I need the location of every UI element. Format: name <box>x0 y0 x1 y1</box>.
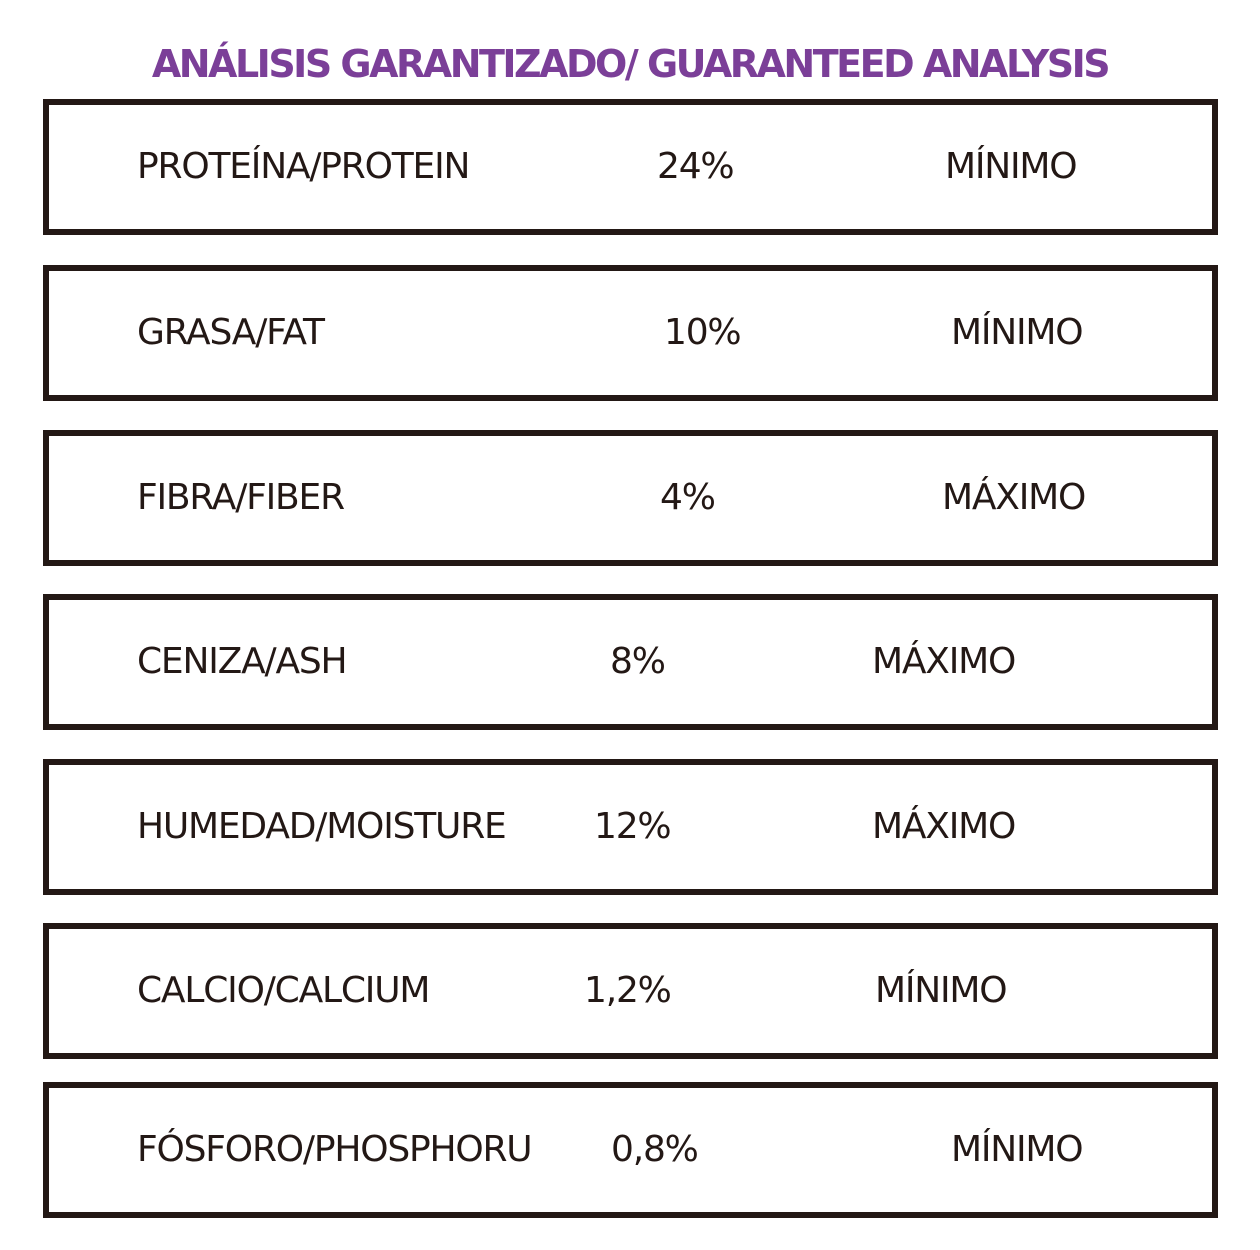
nutrient-limit: MÍNIMO <box>945 146 1077 187</box>
nutrient-name: PROTEÍNA/PROTEIN <box>137 146 470 187</box>
nutrient-limit: MÁXIMO <box>872 806 1016 847</box>
nutrient-limit: MÍNIMO <box>875 970 1007 1011</box>
nutrient-name: CENIZA/ASH <box>137 641 347 682</box>
analysis-row-fiber <box>43 430 1218 566</box>
analysis-row-phosphorus <box>43 1082 1218 1218</box>
nutrient-value: 0,8% <box>611 1129 698 1170</box>
analysis-row-calcium <box>43 923 1218 1059</box>
nutrient-value: 4% <box>660 477 715 518</box>
nutrient-name: FIBRA/FIBER <box>137 477 344 518</box>
analysis-row-moisture <box>43 759 1218 895</box>
page-title: ANÁLISIS GARANTIZADO/ GUARANTEED ANALYSIS <box>151 42 1109 86</box>
nutrient-name: GRASA/FAT <box>137 312 324 353</box>
nutrient-name: FÓSFORO/PHOSPHORU <box>137 1129 532 1170</box>
nutrient-value: 12% <box>594 806 671 847</box>
nutrient-value: 8% <box>610 641 665 682</box>
nutrient-name: CALCIO/CALCIUM <box>137 970 430 1011</box>
nutrient-value: 1,2% <box>584 970 671 1011</box>
analysis-row-fat <box>43 265 1218 401</box>
nutrient-limit: MÍNIMO <box>951 1129 1083 1170</box>
nutrient-limit: MÍNIMO <box>951 312 1083 353</box>
nutrient-limit: MÁXIMO <box>872 641 1016 682</box>
nutrient-value: 24% <box>657 146 734 187</box>
analysis-row-protein <box>43 99 1218 235</box>
nutrient-name: HUMEDAD/MOISTURE <box>137 806 506 847</box>
nutrient-limit: MÁXIMO <box>942 477 1086 518</box>
nutrient-value: 10% <box>664 312 741 353</box>
analysis-row-ash <box>43 594 1218 730</box>
